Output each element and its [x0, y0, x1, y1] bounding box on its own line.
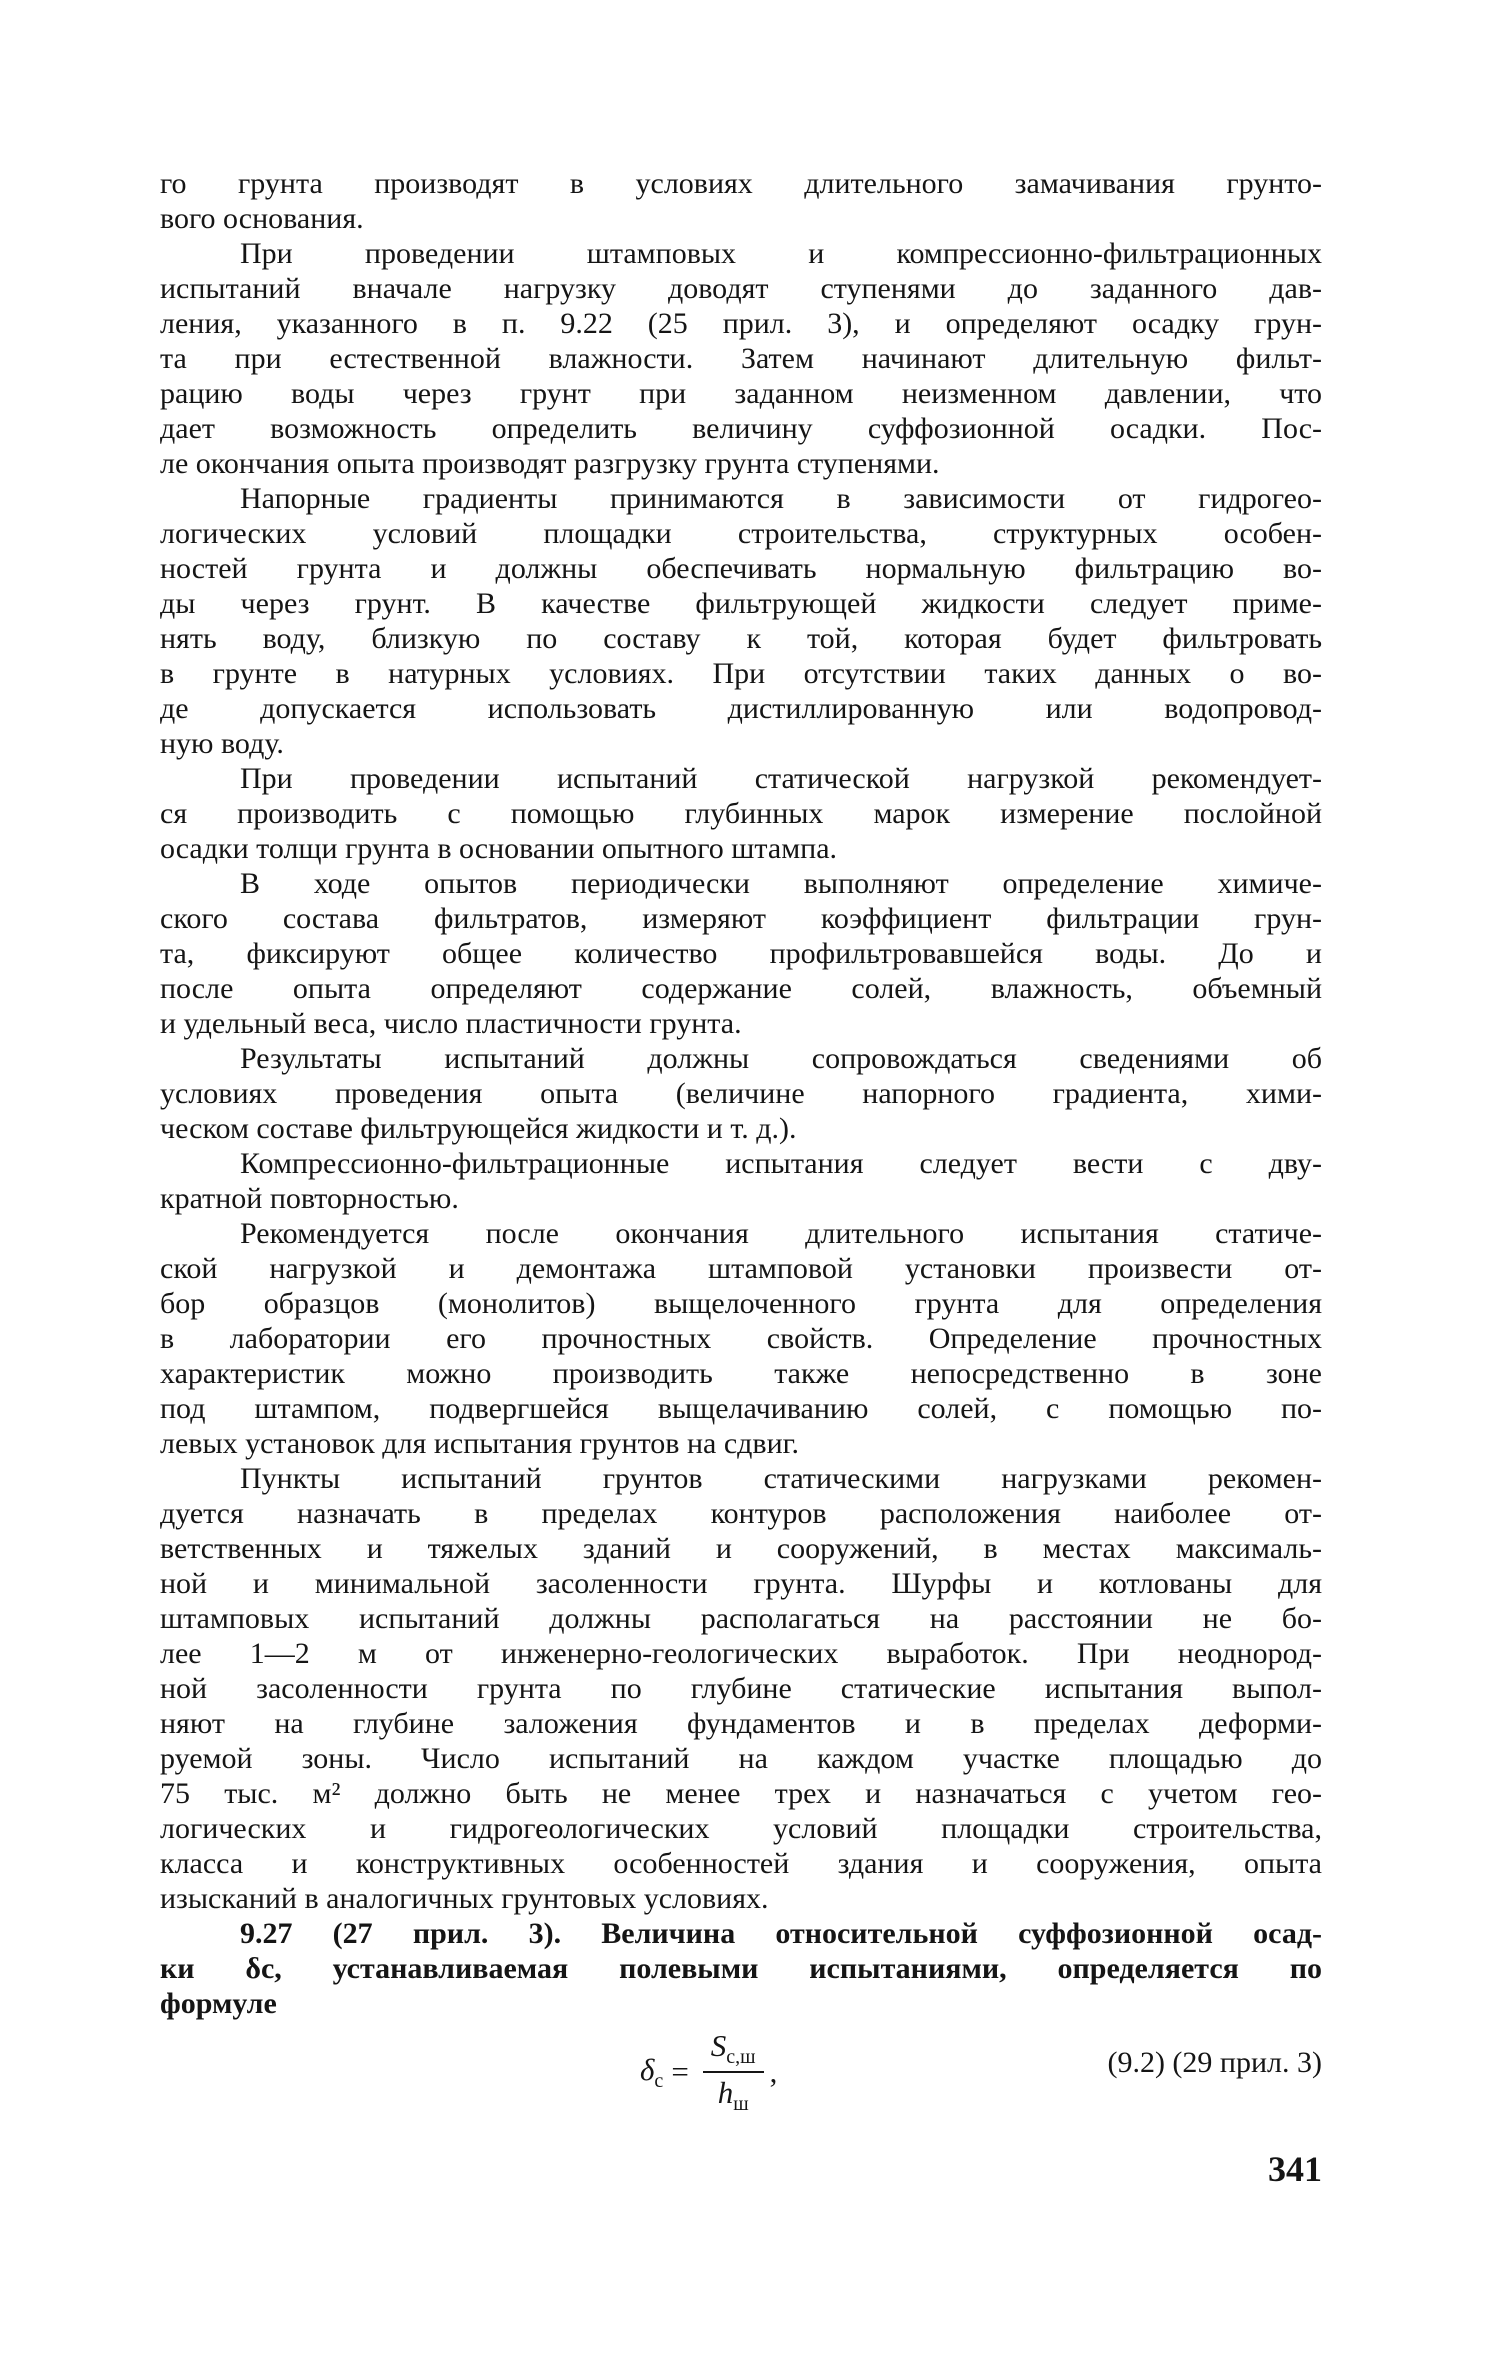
paragraph: [160, 1216, 1322, 1461]
numerator-subscript: c,ш: [726, 2046, 756, 2069]
text-line: логических условий площадки строительства, структурных особен-: [160, 517, 1322, 550]
text-line: руемой зоны. Число испытаний на каждом участке площадью до: [160, 1742, 1322, 1775]
paragraph: [160, 761, 1322, 866]
text-line: испытаний вначале нагрузку доводят ступенями до заданного дав-: [160, 272, 1322, 305]
paragraph: [160, 1041, 1322, 1146]
text-line: дает возможность определить величину суффозионной осадки. Пос-: [160, 412, 1322, 445]
text-line: ческом составе фильтрующейся жидкости и т. д.).: [160, 1112, 797, 1145]
text-line: де допускается использовать дистиллированную или водопровод-: [160, 692, 1322, 725]
text-line: Результаты испытаний должны сопровождаться сведениями об: [240, 1042, 1322, 1075]
equation-number: (9.2) (29 прил. 3): [1107, 2046, 1322, 2079]
text-line: в лаборатории его прочностных свойств. Определение прочностных: [160, 1322, 1322, 1355]
text-line: под штампом, подвергшейся выщелачиванию солей, с помощью по-: [160, 1392, 1322, 1425]
denominator-subscript: ш: [733, 2093, 749, 2116]
text-line: та, фиксируют общее количество профильтровавшейся воды. До и: [160, 937, 1322, 970]
text-line: класса и конструктивных особенностей здания и сооружения, опыта: [160, 1847, 1322, 1880]
text-line: ле окончания опыта производят разгрузку грунта ступенями.: [160, 447, 940, 480]
fraction-denominator: [718, 2073, 749, 2116]
text-line: Напорные градиенты принимаются в зависимости от гидрогео-: [240, 482, 1322, 515]
text-line: и удельный веса, число пластичности грунта.: [160, 1007, 742, 1040]
text-line: кратной повторностью.: [160, 1182, 459, 1215]
text-line: При проведении штамповых и компрессионно-фильтрационных: [240, 237, 1322, 270]
delta-subscript: c: [654, 2069, 664, 2092]
text-line: ления, указанного в п. 9.22 (25 прил. 3), и определяют осадку грун-: [160, 307, 1322, 340]
paragraph: [160, 1461, 1322, 1916]
text-line: 75 тыс. м² должно быть не менее трех и назначаться с учетом гео-: [160, 1777, 1322, 1810]
formula-comma: ,: [769, 2054, 778, 2090]
text-line: ки δc, устанавливаемая полевыми испытаниями, определяется по: [160, 1952, 1322, 1985]
page-number: 341: [1268, 2149, 1322, 2189]
equals-sign: =: [671, 2054, 689, 2090]
text-line: вого основания.: [160, 202, 364, 235]
text-line: го грунта производят в условиях длительного замачивания грунто-: [160, 167, 1322, 200]
paragraph: [160, 481, 1322, 761]
formula-lhs: [640, 2052, 663, 2093]
body-text: [160, 166, 1322, 2021]
text-line: ского состава фильтратов, измеряют коэффициент фильтрации грун-: [160, 902, 1322, 935]
text-line: В ходе опытов периодически выполняют определение химиче-: [240, 867, 1322, 900]
delta-symbol: δ: [640, 2051, 655, 2087]
text-line: левых установок для испытания грунтов на сдвиг.: [160, 1427, 800, 1460]
denominator-symbol: h: [717, 2075, 734, 2111]
text-line: Пункты испытаний грунтов статическими нагрузками рекомен-: [240, 1462, 1322, 1495]
text-line: ветственных и тяжелых зданий и сооружений, в местах максималь-: [160, 1532, 1322, 1565]
text-line: ную воду.: [160, 727, 284, 760]
paragraph: [160, 1146, 1322, 1216]
text-line: ной и минимальной засоленности грунта. Шурфы и котлованы для: [160, 1567, 1322, 1600]
text-line: условиях проведения опыта (величине напорного градиента, хими-: [160, 1077, 1322, 1110]
text-line: логических и гидрогеологических условий площадки строительства,: [160, 1812, 1322, 1845]
text-line: ды через грунт. В качестве фильтрующей жидкости следует приме-: [160, 587, 1322, 620]
fraction-numerator: [703, 2028, 764, 2073]
text-line: осадки толщи грунта в основании опытного штампа.: [160, 832, 838, 865]
paragraph: [160, 866, 1322, 1041]
text-line: бор образцов (монолитов) выщелоченного грунта для определения: [160, 1287, 1322, 1320]
text-line: ся производить с помощью глубинных марок измерение послойной: [160, 797, 1322, 830]
text-line: ностей грунта и должны обеспечивать нормальную фильтрацию во-: [160, 552, 1322, 585]
text-line: изысканий в аналогичных грунтовых условиях.: [160, 1882, 769, 1915]
formula-9-2: [640, 2028, 777, 2116]
text-line: дуется назначать в пределах контуров расположения наиболее от-: [160, 1497, 1322, 1530]
fraction: [703, 2028, 764, 2116]
text-line: в грунте в натурных условиях. При отсутствии таких данных о во-: [160, 657, 1322, 690]
text-line: нять воду, близкую по составу к той, которая будет фильтровать: [160, 622, 1322, 655]
paragraph: [160, 1916, 1322, 2021]
text-line: ской нагрузкой и демонтажа штамповой установки произвести от-: [160, 1252, 1322, 1285]
paragraph: [160, 166, 1322, 236]
numerator-symbol: S: [710, 2028, 727, 2063]
text-line: Рекомендуется после окончания длительного испытания статиче-: [240, 1217, 1322, 1250]
text-line: При проведении испытаний статической нагрузкой рекомендует-: [240, 762, 1322, 795]
paragraph: [160, 236, 1322, 481]
text-line: рацию воды через грунт при заданном неизменном давлении, что: [160, 377, 1322, 410]
text-line: та при естественной влажности. Затем начинают длительную фильт-: [160, 342, 1322, 375]
text-line: лее 1—2 м от инженерно-геологических выработок. При неоднород-: [160, 1637, 1322, 1670]
text-line: характеристик можно производить также непосредственно в зоне: [160, 1357, 1322, 1390]
text-line: Компрессионно-фильтрационные испытания следует вести с дву-: [240, 1147, 1322, 1180]
text-line: штамповых испытаний должны располагаться на расстоянии не бо-: [160, 1602, 1322, 1635]
text-line: после опыта определяют содержание солей, влажность, объемный: [160, 972, 1322, 1005]
text-line: няют на глубине заложения фундаментов и в пределах деформи-: [160, 1707, 1322, 1740]
text-line: 9.27 (27 прил. 3). Величина относительной суффозионной осад-: [240, 1917, 1322, 1950]
text-line: формуле: [160, 1987, 277, 2020]
text-line: ной засоленности грунта по глубине статические испытания выпол-: [160, 1672, 1322, 1705]
